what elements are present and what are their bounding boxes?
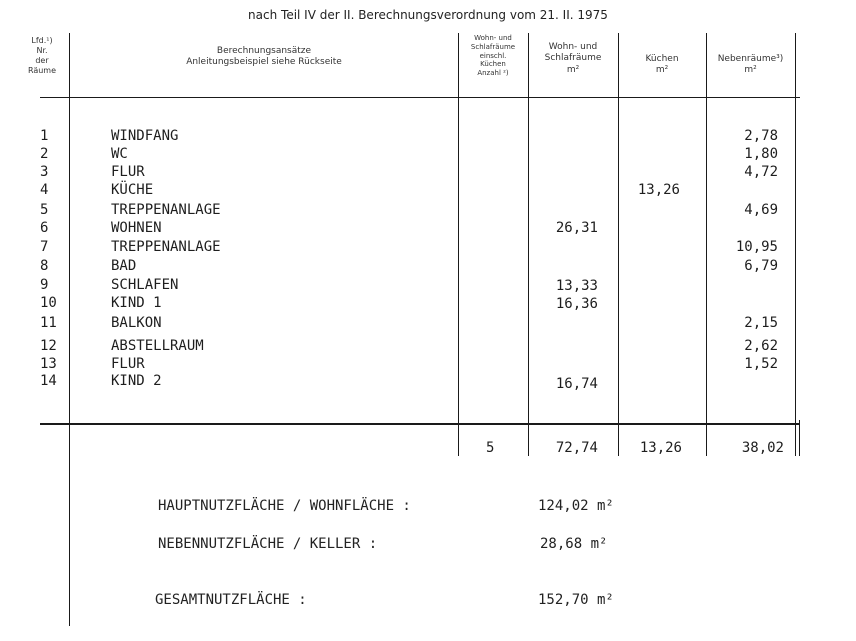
summary-gesamt-label: GESAMTNUTZFLÄCHE :: [155, 592, 307, 608]
kuechen-value: 13,26: [637, 182, 680, 198]
wohn-value: 13,33: [555, 278, 598, 294]
room-name: FLUR: [111, 356, 145, 372]
neben-value: 10,95: [735, 239, 778, 255]
header-lfd: Lfd.¹) Nr. der Räume: [27, 36, 57, 75]
row-number: 1: [40, 128, 49, 144]
neben-value: 2,15: [744, 315, 778, 331]
header-kuechen: Küchen m²: [645, 54, 679, 76]
total-kuechen: 13,26: [639, 440, 682, 456]
room-name: WINDFANG: [111, 128, 179, 144]
summary-wohnflaeche-label: HAUPTNUTZFLÄCHE / WOHNFLÄCHE :: [158, 498, 411, 514]
row-number: 2: [40, 146, 49, 162]
header-neben: Nebenräume³) m²: [717, 54, 784, 76]
row-number: 14: [40, 373, 57, 389]
room-name: FLUR: [111, 164, 145, 180]
neben-value: 4,72: [744, 164, 778, 180]
room-name: KIND 1: [111, 295, 162, 311]
header-berechnung: Berechnungsansätze Anleitungsbeispiel siehe Rückseite: [186, 46, 342, 68]
room-name: TREPPENANLAGE: [111, 202, 221, 218]
document-subtitle: nach Teil IV der II. Berechnungsverordnung vom 21. II. 1975: [248, 8, 608, 22]
neben-value: 6,79: [744, 258, 778, 274]
summary-keller-value: 28,68 m²: [540, 536, 608, 552]
wohn-value: 16,74: [555, 376, 598, 392]
table-right-border-double: [799, 420, 800, 456]
totals-top-line: [40, 423, 800, 425]
table-left-border: [69, 33, 70, 626]
row-number: 12: [40, 338, 57, 354]
room-name: WOHNEN: [111, 220, 162, 236]
summary-gesamt-value: 152,70 m²: [538, 592, 614, 608]
room-name: KIND 2: [111, 373, 162, 389]
row-number: 6: [40, 220, 49, 236]
header-bottom-line: [40, 97, 800, 98]
room-name: WC: [111, 146, 128, 162]
row-number: 5: [40, 202, 49, 218]
row-number: 9: [40, 277, 49, 293]
row-number: 10: [40, 295, 57, 311]
row-number: 8: [40, 258, 49, 274]
row-number: 7: [40, 239, 49, 255]
neben-value: 4,69: [744, 202, 778, 218]
total-wohn: 72,74: [555, 440, 598, 456]
neben-value: 2,62: [744, 338, 778, 354]
wohn-value: 16,36: [555, 296, 598, 312]
room-name: ABSTELLRAUM: [111, 338, 204, 354]
row-number: 11: [40, 315, 57, 331]
room-name: KÜCHE: [111, 182, 154, 198]
row-number: 4: [40, 182, 49, 198]
room-name: SCHLAFEN: [111, 277, 179, 293]
room-name: TREPPENANLAGE: [111, 239, 221, 255]
neben-value: 2,78: [744, 128, 778, 144]
total-neben: 38,02: [741, 440, 784, 456]
header-anzahl: Wohn- und Schlafräume einschl. Küchen Anzahl ²): [470, 34, 516, 77]
summary-keller-label: NEBENNUTZFLÄCHE / KELLER :: [158, 536, 378, 552]
wohn-value: 26,31: [555, 220, 598, 236]
total-anzahl: 5: [486, 440, 495, 456]
room-name: BAD: [111, 258, 137, 274]
neben-value: 1,80: [744, 146, 778, 162]
room-name: BALKON: [111, 315, 162, 331]
row-number: 3: [40, 164, 49, 180]
neben-value: 1,52: [744, 356, 778, 372]
summary-wohnflaeche-value: 124,02 m²: [538, 498, 614, 514]
header-wohn: Wohn- und Schlafräume m²: [544, 42, 602, 75]
row-number: 13: [40, 356, 57, 372]
